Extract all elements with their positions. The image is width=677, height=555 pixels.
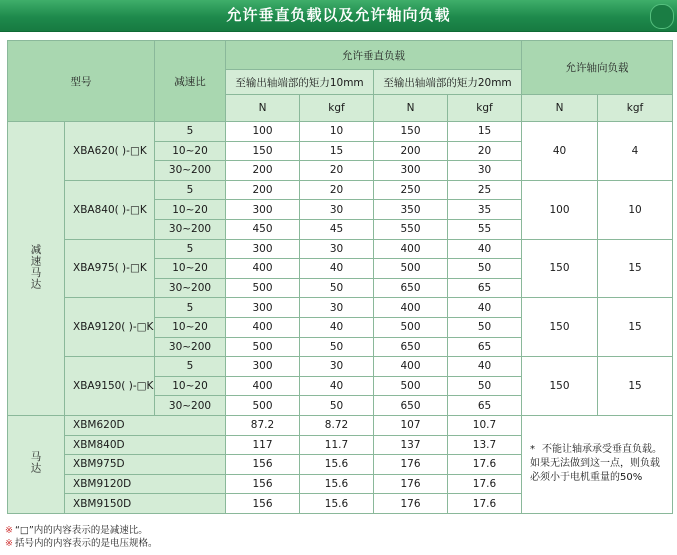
load-kgf-10mm: 15: [300, 141, 374, 161]
load-n-10mm: 500: [226, 278, 300, 298]
ratio-cell: 30~200: [155, 337, 226, 357]
load-kgf-20mm: 40: [448, 357, 522, 377]
ratio-cell: 30~200: [155, 219, 226, 239]
load-n-10mm: 400: [226, 376, 300, 396]
load-kgf-20mm: 40: [448, 239, 522, 259]
note-star: *: [530, 444, 535, 456]
load-kgf-20mm: 65: [448, 278, 522, 298]
model-name: XBA975( )-□K: [65, 239, 155, 298]
load-n-10mm: 300: [226, 239, 300, 259]
model-name: XBA9150( )-□K: [65, 357, 155, 416]
ratio-cell: 10~20: [155, 376, 226, 396]
load-kgf-20mm: 40: [448, 298, 522, 318]
ratio-cell: 10~20: [155, 200, 226, 220]
footnote-text: 括号内的内容表示的是电压规格。: [14, 538, 158, 549]
load-kgf-20mm: 20: [448, 141, 522, 161]
load-n-20mm: 400: [374, 357, 448, 377]
load-n-20mm: 500: [374, 317, 448, 337]
axial-load-kgf: 15: [598, 298, 673, 357]
load-kgf-10mm: 11.7: [300, 435, 374, 455]
load-kgf-20mm: 17.6: [448, 455, 522, 475]
ratio-cell: 5: [155, 357, 226, 377]
axial-load-n: 150: [522, 357, 598, 416]
load-n-10mm: 156: [226, 455, 300, 475]
load-kgf-10mm: 50: [300, 396, 374, 416]
load-n-10mm: 156: [226, 494, 300, 514]
load-n-20mm: 176: [374, 455, 448, 475]
load-n-10mm: 200: [226, 180, 300, 200]
load-kgf-20mm: 65: [448, 337, 522, 357]
ratio-cell: 30~200: [155, 161, 226, 181]
table-row: [8, 415, 673, 435]
load-n-20mm: 250: [374, 180, 448, 200]
table-body: [8, 41, 673, 514]
load-n-20mm: 350: [374, 200, 448, 220]
load-kgf-20mm: 15: [448, 122, 522, 142]
load-n-20mm: 650: [374, 396, 448, 416]
header-vertical-load: 允许垂直负载: [226, 41, 522, 70]
load-kgf-10mm: 50: [300, 278, 374, 298]
load-n-10mm: 300: [226, 200, 300, 220]
load-n-10mm: 200: [226, 161, 300, 181]
ratio-cell: 5: [155, 180, 226, 200]
unit-n-10: N: [226, 95, 300, 122]
table-row: [8, 239, 673, 259]
load-kgf-10mm: 30: [300, 298, 374, 318]
header-ratio: 减速比: [155, 41, 226, 122]
load-kgf-10mm: 20: [300, 180, 374, 200]
table-row: [8, 180, 673, 200]
load-kgf-20mm: 35: [448, 200, 522, 220]
load-kgf-10mm: 15.6: [300, 494, 374, 514]
load-n-20mm: 400: [374, 298, 448, 318]
ratio-cell: 10~20: [155, 259, 226, 279]
load-n-20mm: 650: [374, 337, 448, 357]
load-kgf-20mm: 30: [448, 161, 522, 181]
load-n-10mm: 450: [226, 219, 300, 239]
load-kgf-20mm: 50: [448, 259, 522, 279]
motor-note: [522, 415, 673, 513]
axial-load-kgf: 15: [598, 357, 673, 416]
load-kgf-10mm: 30: [300, 239, 374, 259]
header-moment-10mm: 至输出轴端部的矩力10mm: [226, 70, 374, 95]
model-name: XBA620( )-□K: [65, 122, 155, 181]
ratio-cell: 10~20: [155, 317, 226, 337]
load-n-20mm: 400: [374, 239, 448, 259]
note-text: 不能让轴承承受垂直负载。如果无法做到这一点，则负载必须小于电机重量的50%: [530, 444, 662, 484]
load-kgf-10mm: 40: [300, 376, 374, 396]
load-spec-table: [7, 40, 673, 514]
footnote-text: “□”内的内容表示的是减速比。: [14, 525, 148, 536]
axial-load-n: 150: [522, 298, 598, 357]
load-kgf-10mm: 10: [300, 122, 374, 142]
load-n-20mm: 107: [374, 415, 448, 435]
axial-load-n: 40: [522, 122, 598, 181]
group-label-motor: [8, 415, 65, 513]
model-name: XBM9120D: [65, 474, 226, 494]
load-kgf-10mm: 30: [300, 357, 374, 377]
ratio-cell: 30~200: [155, 396, 226, 416]
load-n-20mm: 300: [374, 161, 448, 181]
load-n-10mm: 156: [226, 474, 300, 494]
load-n-10mm: 400: [226, 259, 300, 279]
unit-n-axial: N: [522, 95, 598, 122]
load-kgf-10mm: 20: [300, 161, 374, 181]
ratio-cell: 5: [155, 122, 226, 142]
load-kgf-20mm: 10.7: [448, 415, 522, 435]
load-n-20mm: 137: [374, 435, 448, 455]
header-model: 型号: [8, 41, 155, 122]
page-title: 允许垂直负载以及允许轴向负载: [226, 6, 451, 24]
table-row: [8, 357, 673, 377]
axial-load-kgf: 10: [598, 180, 673, 239]
footnote-2: [5, 538, 157, 550]
load-n-10mm: 150: [226, 141, 300, 161]
load-n-20mm: 176: [374, 474, 448, 494]
load-n-20mm: 200: [374, 141, 448, 161]
load-kgf-10mm: 45: [300, 219, 374, 239]
ratio-cell: 10~20: [155, 141, 226, 161]
axial-load-n: 150: [522, 239, 598, 298]
load-kgf-20mm: 65: [448, 396, 522, 416]
model-name: XBM620D: [65, 415, 226, 435]
load-kgf-10mm: 40: [300, 317, 374, 337]
group-label-text: 减速马达: [29, 243, 42, 290]
load-kgf-20mm: 25: [448, 180, 522, 200]
load-kgf-20mm: 50: [448, 317, 522, 337]
group-label-text: 马达: [29, 451, 42, 475]
load-kgf-20mm: 50: [448, 376, 522, 396]
load-n-10mm: 300: [226, 357, 300, 377]
load-n-20mm: 550: [374, 219, 448, 239]
header-axial-load: 允许轴向负载: [522, 41, 673, 95]
ratio-cell: 30~200: [155, 278, 226, 298]
load-kgf-10mm: 30: [300, 200, 374, 220]
load-n-10mm: 500: [226, 396, 300, 416]
table-row: [8, 122, 673, 142]
footnote-1: [5, 525, 148, 537]
unit-kgf-axial: kgf: [598, 95, 673, 122]
load-kgf-10mm: 15.6: [300, 455, 374, 475]
load-kgf-10mm: 40: [300, 259, 374, 279]
ratio-cell: 5: [155, 239, 226, 259]
load-n-20mm: 500: [374, 259, 448, 279]
load-kgf-20mm: 17.6: [448, 474, 522, 494]
load-kgf-10mm: 8.72: [300, 415, 374, 435]
load-n-20mm: 500: [374, 376, 448, 396]
group-label-reducer-motor: [8, 122, 65, 416]
load-kgf-20mm: 13.7: [448, 435, 522, 455]
table-row: [8, 298, 673, 318]
load-kgf-20mm: 17.6: [448, 494, 522, 514]
unit-n-20: N: [374, 95, 448, 122]
load-n-10mm: 400: [226, 317, 300, 337]
ratio-cell: 5: [155, 298, 226, 318]
load-n-10mm: 500: [226, 337, 300, 357]
header-moment-20mm: 至输出轴端部的矩力20mm: [374, 70, 522, 95]
axial-load-kgf: 15: [598, 239, 673, 298]
motor-note-text-wrap: [522, 443, 672, 485]
load-n-10mm: 300: [226, 298, 300, 318]
footnote-mark: ※: [5, 538, 13, 549]
axial-load-kgf: 4: [598, 122, 673, 181]
load-n-20mm: 176: [374, 494, 448, 514]
model-name: XBM840D: [65, 435, 226, 455]
load-n-20mm: 150: [374, 122, 448, 142]
load-kgf-10mm: 15.6: [300, 474, 374, 494]
model-name: XBM9150D: [65, 494, 226, 514]
load-kgf-10mm: 50: [300, 337, 374, 357]
model-name: XBM975D: [65, 455, 226, 475]
model-name: XBA9120( )-□K: [65, 298, 155, 357]
load-n-10mm: 100: [226, 122, 300, 142]
footnote-mark: ※: [5, 525, 13, 536]
load-n-10mm: 87.2: [226, 415, 300, 435]
unit-kgf-10: kgf: [300, 95, 374, 122]
unit-kgf-20: kgf: [448, 95, 522, 122]
load-n-10mm: 117: [226, 435, 300, 455]
load-n-20mm: 650: [374, 278, 448, 298]
axial-load-n: 100: [522, 180, 598, 239]
model-name: XBA840( )-□K: [65, 180, 155, 239]
load-kgf-20mm: 55: [448, 219, 522, 239]
